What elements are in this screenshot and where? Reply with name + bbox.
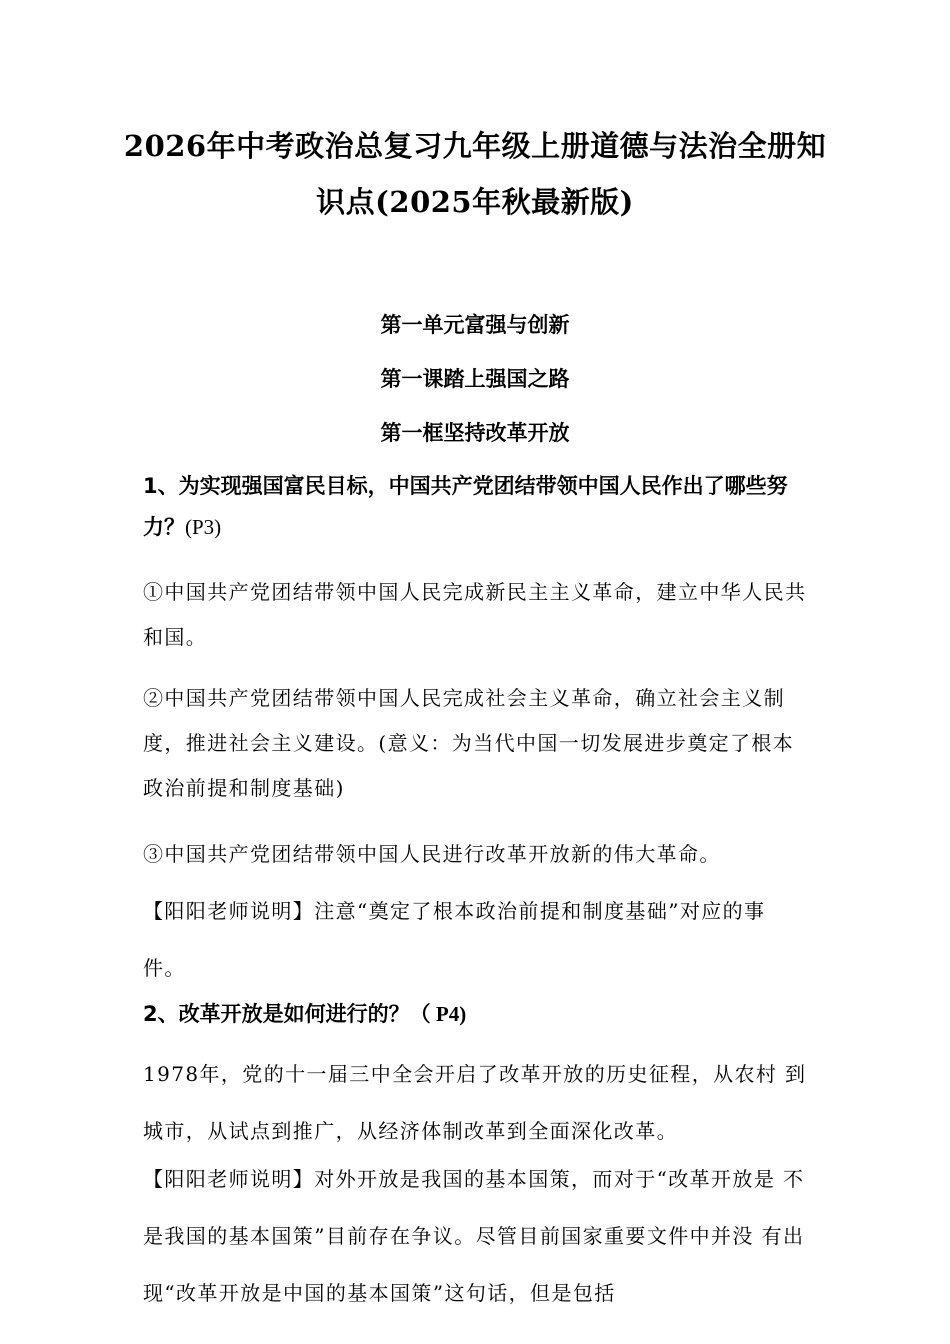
answer-3-paragraph: ③中国共产党团结带领中国人民进行改革开放新的伟大革命。	[143, 842, 721, 866]
teacher-note-1: 【阳阳老师说明】注意“奠定了根本政治前提和制度基础”对应的事件。	[143, 899, 766, 980]
answer-paragraph-reform: 1978年，党的十一届三中全会开启了改革开放的历史征程，从农村 到城市，从试点到推广，从经济体制改革到全面深化改革。	[143, 1062, 807, 1143]
answer-2-paragraph: ②中国共产党团结带领中国人民完成社会主义革命，确立社会主义制度，推进社会主义建设。(意义：为当代中国一切发展进步奠定了根本政治前提和制度基础)	[143, 686, 795, 800]
frame-heading: 第一框坚持改革开放	[380, 421, 570, 445]
teacher-note-2: 【阳阳老师说明】对外开放是我国的基本国策，而对于“改革开放是 不是我国的基本国策”目前存在争议。尽管目前国家重要文件中并没 有出现“改革开放是中国的基本国策”这句话，但是包括	[143, 1167, 805, 1305]
question-1	[143, 466, 808, 548]
answer-1-paragraph: ①中国共产党团结带领中国人民完成新民主主义革命，建立中华人民共和国。	[143, 580, 807, 649]
unit-heading: 第一单元富强与创新	[380, 313, 570, 337]
question-1-page-ref: (P3)	[185, 515, 222, 539]
question-2	[143, 994, 808, 1035]
lesson-heading: 第一课踏上强国之路	[380, 367, 570, 391]
question-1-text: 1、为实现强国富民目标，中国共产党团结带领中国人民作出了哪些努力？	[143, 474, 788, 539]
question-2-page-ref: P4)	[430, 1002, 467, 1026]
question-2-text: 2、改革开放是如何进行的？（	[143, 1002, 431, 1026]
document-title: 2026年中考政治总复习九年级上册道德与法治全册知识点(2025年秋最新版)	[123, 129, 827, 219]
